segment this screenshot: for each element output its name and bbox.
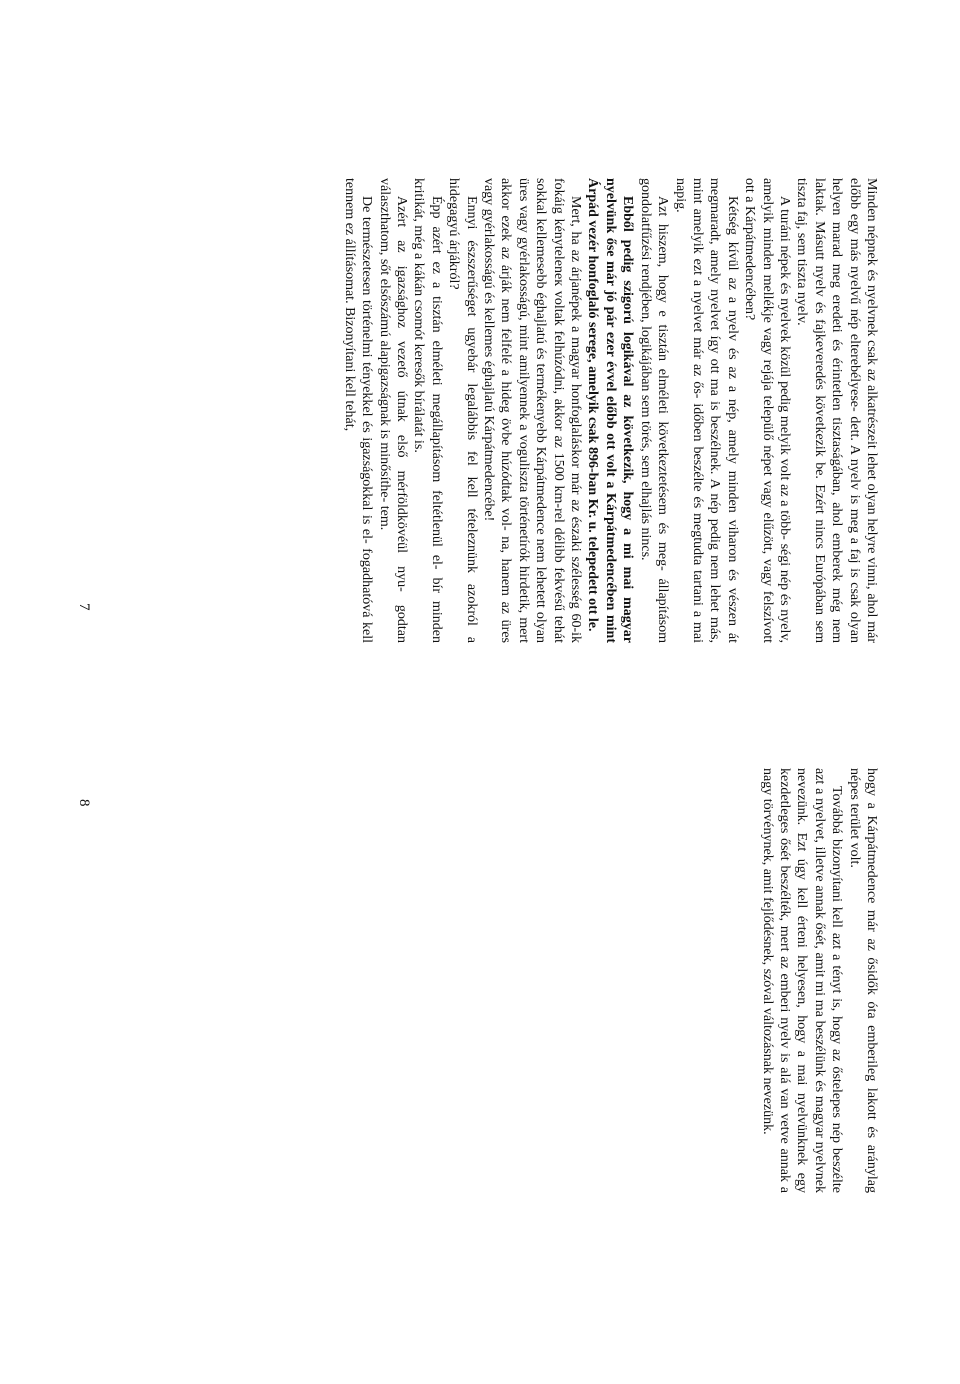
paragraph: Azért az igazsághoz vezető útnak első mérföldkövéül nyu- godtan választhatom, sőt elsőszámú alapigazságnak is minősíthe- tem. [376,178,410,643]
right-page-text [758,768,880,1193]
paragraph: Épp azért ez a tisztán elméleti megállapításom feltétlenül el- bír minden kritikát, még a kákán csomót keresők bírálatát is. [411,178,444,643]
paragraph: Minden népnek és nyelvnek csak az alkatrészeit lehet olyan helyre vinni, ahol már előbb egy más nyelvű nép elterebélyese- dett. A nyelv is meg a faj is csak olyan helyen marad meg eredeti és érintetlen tisztaságában, ahol emberek még nem laktak. Másutt nyelv és fajkeveredés következik be. Ezért nincs Európában sem tiszta faj, sem tiszta nyelv. [794,178,879,643]
page-number-left: 7 [76,603,92,611]
page-number-right: 8 [76,799,92,807]
paragraph: Azt hiszem, hogy e tisztán elméleti következtetésem és meg- állapításom gondolatfűzési rendjében, logikájában sem törés, sem elhajlás nincs. [637,178,671,643]
paragraph: A turáni népek és nyelvek közül pedig melyik volt az a több- ségi nép és nyelv, amelyik minden mellékje vagy rejája települő népet vagy elűzött, vagy felszívott ott a Kárpátmedencében? [742,178,792,643]
paragraph: De természetesen történelmi tényekkel és igazságokkal is el- fogadhatóvá kell tennem ez állításomat. Bizonyítani kell tehát, [341,178,375,643]
paragraph: Továbbá bizonyítani kell azt a tényt is, hogy az őstelepes nép beszélte azt a nyelvet, illetve annak ősét, amit mi ma beszélünk és magyar nyelvnek nevezünk. Ezt úgy kell érteni helyesen, hogy a mai nyelvünknek egy kezdetleges ősét beszélték, mert az emberi nyelv is alá van vetve annak a nagy törvénynek, amit fejlődésnek, szóval változásnak nevezünk. [759,768,845,1193]
paragraph: Kétség kívül az a nyelv és az a nép, amely minden viharon és vészen át megmaradt, amely nyelvet így ott ma is beszélnek. A nép pedig nem lehet más, mint amelyik ezt a nyelvet már az ős- időben beszélte és megtudta tartani a mai napig. [672,178,740,643]
paragraph: Mert, ha az árjanépek a magyar honfoglaláskor már az északi szélesség 60-ik fokáig kényteleneк voltak felhúzódni, akkor az 1500 km-rel délibb fekvésű tehát sokkal kellemesebb éghajlatú és termékenyebb Kárpátmedence nem lehetett olyan üres vagy gyérlakosságú, mint amilyennek a voguliszta történetírók hirdetik, mert akkor ezek az árják nem felfelé a hideg övbe húzódtak vol- na, hanem az üres vagy gyérlakosságú és kellemes éghajlatú Kárpátmedencébe! [481,178,584,643]
paragraph: Ennyi észszerűséget ugyebár legalábbis fel kell tételeznünk azokról a hidegagyú árjákról? [446,178,479,643]
paragraph: hogy a Kárpátmedence már az ősidők óta emberileg lakott és aránylag népes terület volt. [846,768,879,1193]
bold-paragraph: Ebből pedig szigorú logikával az következik, hogy a mi mai magyar nyelvünk őse már jó pár ezer évvel előbb ott volt a Kárpátmedencében mint Árpád vezér honfoglaló serege, amelyik csak 896-ban Kr. u. telepedett ott le. [585,178,636,643]
left-page-text [340,178,880,643]
